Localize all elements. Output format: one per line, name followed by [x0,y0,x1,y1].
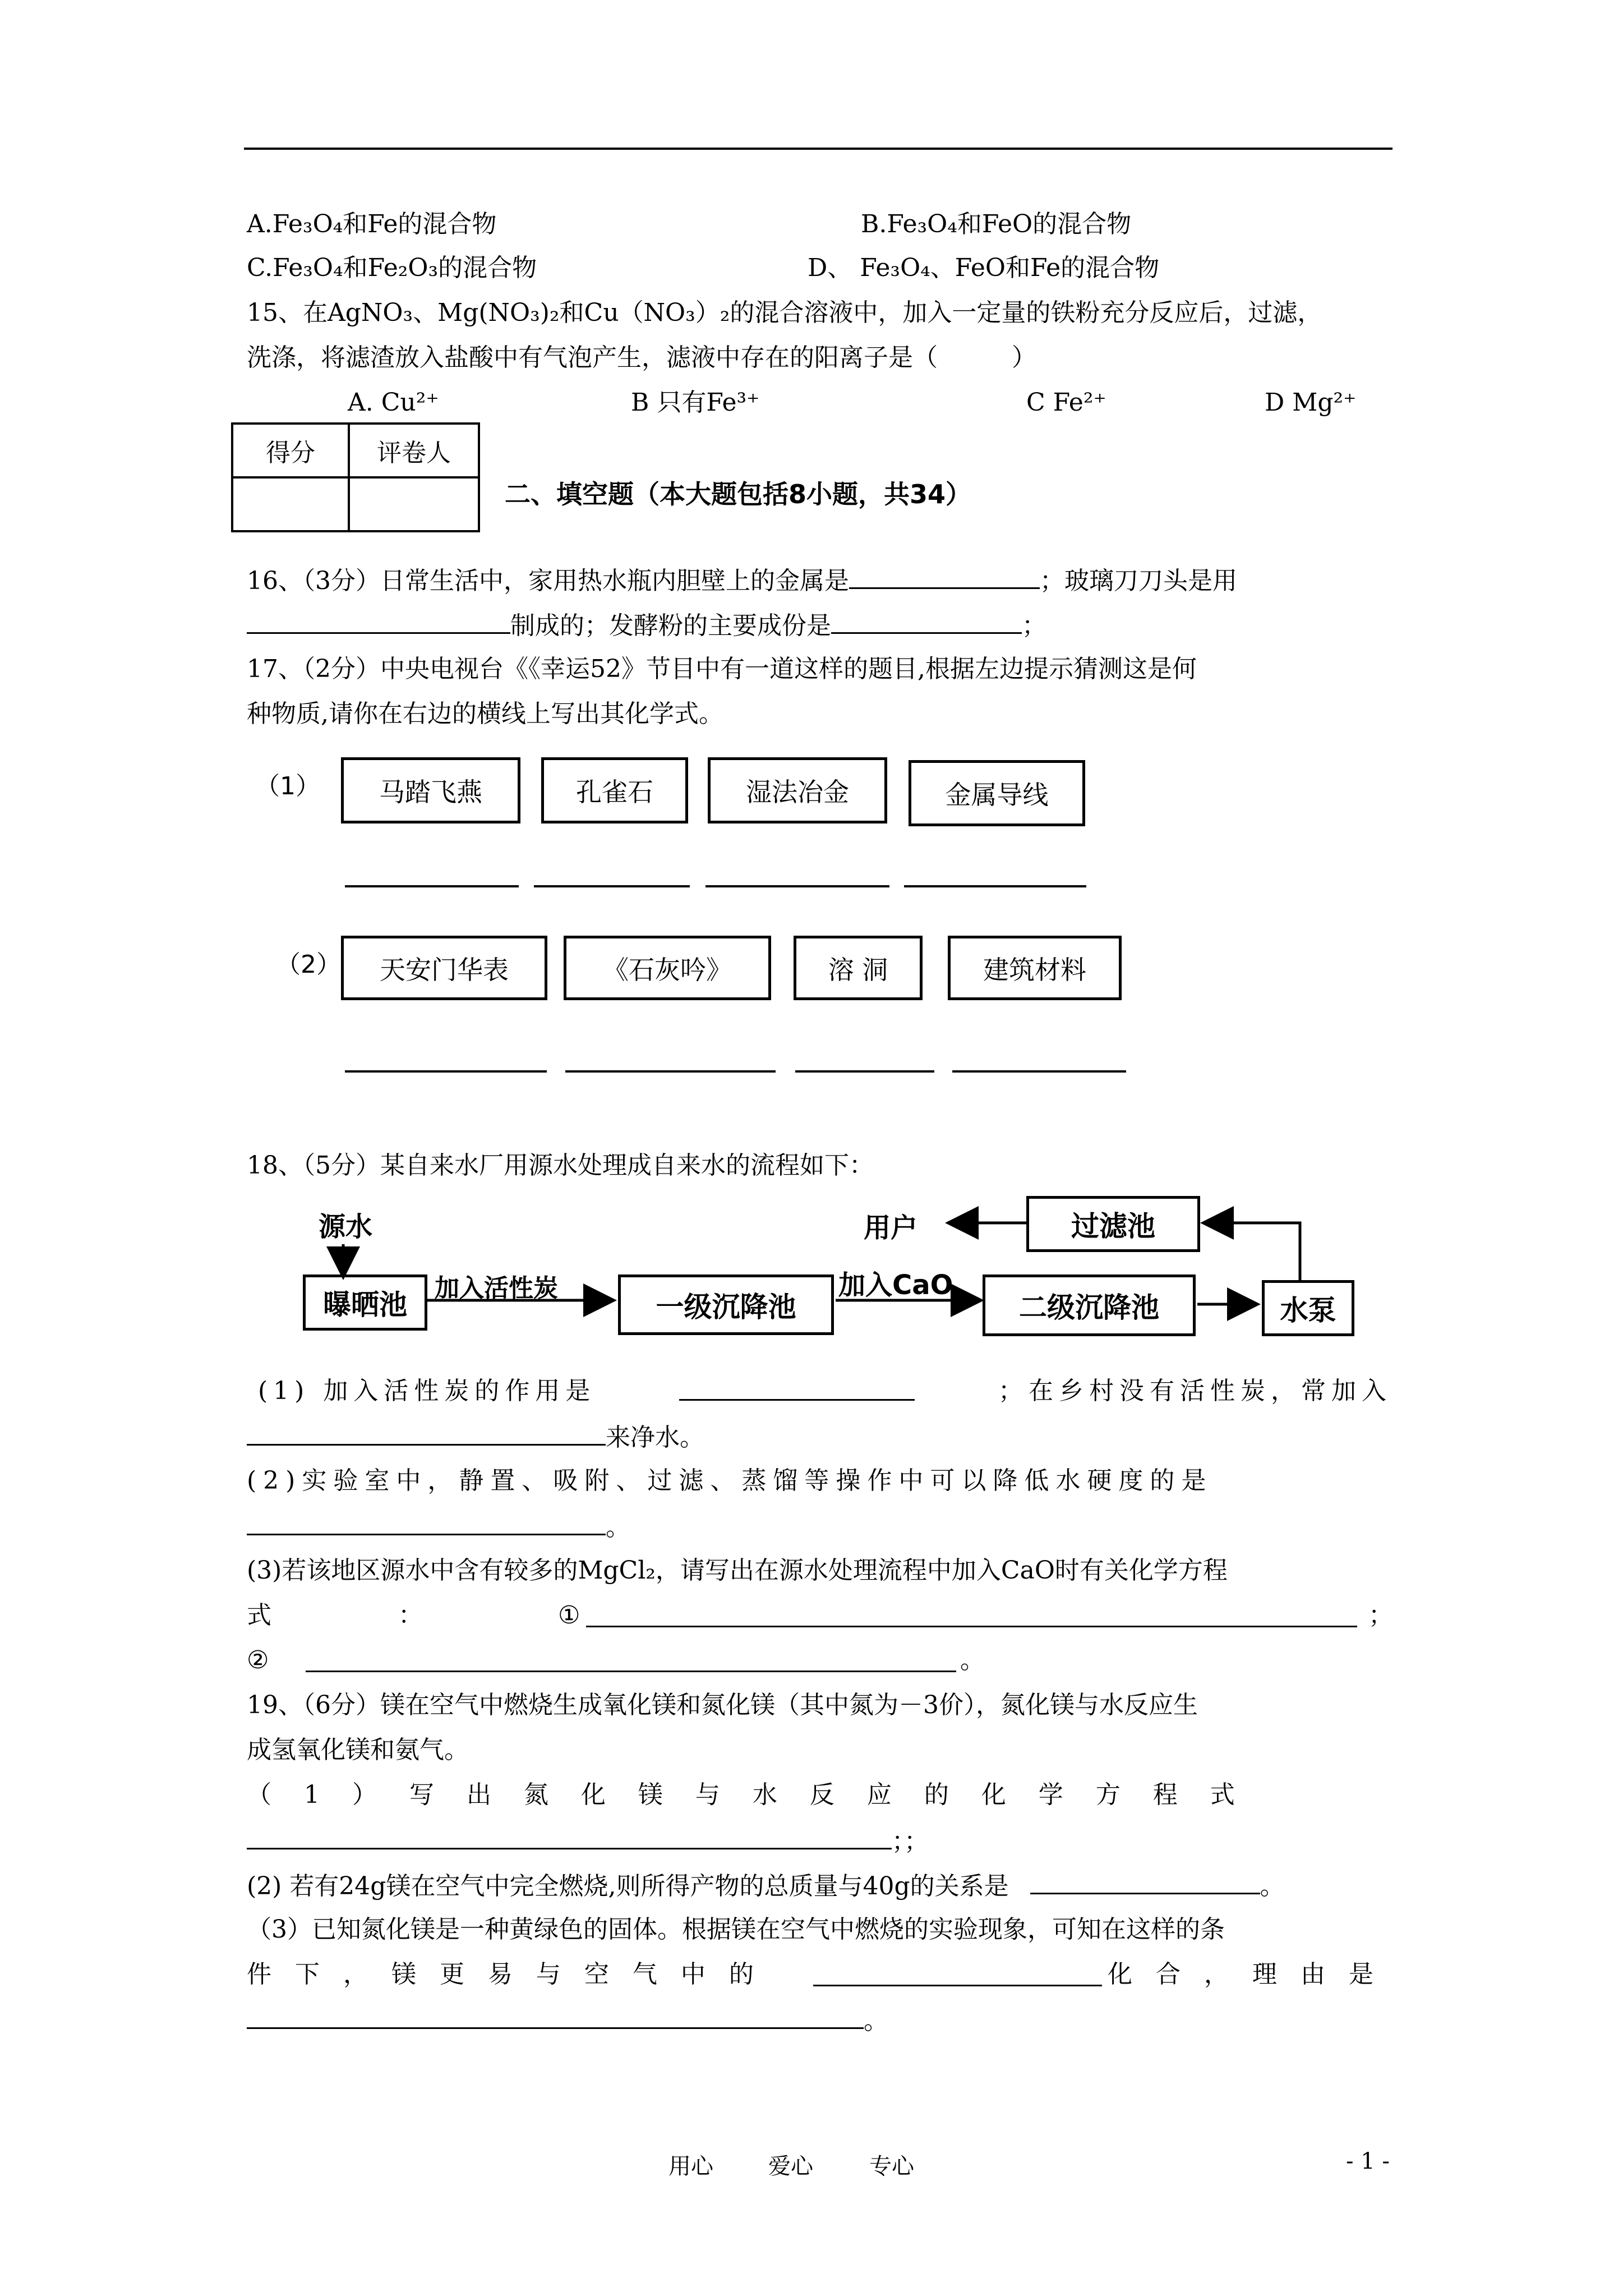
q17-hint-2-3: 溶 洞 [794,936,923,1000]
q19-stem-line2: 成氢氧化镁和氨气。 [247,1736,469,1764]
q18-p2-blank[interactable] [247,1509,606,1535]
flow-add1-label: 加入活性炭 [435,1274,558,1303]
footer-motto-1: 用心 [668,2154,713,2179]
flow-pump: 水泵 [1262,1280,1354,1336]
flow-pool1: 曝晒池 [303,1274,427,1331]
q18-p3-circle1: ① [558,1601,580,1630]
q14-option-a: A.Fe₃O₄和Fe的混合物 [247,210,497,238]
section-title: 二、填空题（本大题包括8小题，共34） [505,479,972,509]
q14-option-b: B.Fe₃O₄和FeO的混合物 [861,210,1132,238]
q17-hint-1-4: 金属导线 [909,760,1085,826]
q17-group1-label: （1） [255,772,320,800]
q15-stem-line1: 15、在AgNO₃、Mg(NO₃)₂和Cu（NO₃）₂的混合溶液中，加入一定量的铁粉充分反应后，过滤， [247,298,1322,327]
q16-text-d: ； [1022,611,1046,640]
q19-part1-line1: （ 1 ） 写 出 氮 化 镁 与 水 反 应 的 化 学 方 程 式 [247,1780,1247,1809]
q19-part1-line2 [247,1823,929,1858]
q19-p1-blank[interactable] [247,1823,892,1849]
q17-hint-1-2: 孔雀石 [541,757,688,823]
q17-hint-2-4: 建筑材料 [948,936,1122,1000]
q15-stem-line2: 洗涤，将滤渣放入盐酸中有气泡产生，滤液中存在的阳离子是（ ） [247,343,1036,372]
q18-p1-text-b: ；在乡村没有活性炭，常加入 [998,1377,1392,1405]
q17-hint-1-3: 湿法冶金 [708,757,887,823]
footer-motto-3: 专心 [869,2154,914,2179]
q19-p2-text: (2) 若有24g镁在空气中完全燃烧,则所得产物的总质量与40g的关系是 [247,1872,1009,1901]
q18-part1-line2 [247,1419,704,1455]
q19-p3-text-b: 化 合 ， 理 由 是 [1108,1960,1381,1989]
q19-part3-line2 [247,1958,1392,1991]
flow-pool3: 二级沉降池 [983,1274,1196,1336]
q16-text-c: 制成的；发酵粉的主要成份是 [510,611,831,640]
q19-p2-end: 。 [1260,1872,1285,1901]
q18-p3-blank-2[interactable] [306,1646,956,1672]
q18-p3-blank-1[interactable] [586,1601,1357,1627]
q14-option-d: D、 Fe₃O₄、FeO和Fe的混合物 [808,254,1160,282]
q18-p1-text-c: 来净水。 [606,1423,704,1452]
q17-stem-line1: 17、（2分）中央电视台《《幸运52》节目中有一道这样的题目,根据左边提示猜测这是何 [247,655,1197,683]
q15-option-a: A. Cu²⁺ [348,388,439,417]
q18-p2-end: 。 [606,1513,630,1542]
q19-part3-line1: （3）已知氮化镁是一种黄绿色的固体。根据镁在空气中燃烧的实验现象，可知在这样的条 [247,1915,1225,1944]
page-number: - 1 - [1346,2148,1390,2174]
q17-hint-1-1: 马踏飞燕 [341,757,520,823]
q17-hint-2-2: 《石灰吟》 [564,936,771,1000]
arrow-pump-to-filter [1206,1223,1300,1280]
q15-option-d: D Mg²⁺ [1265,388,1357,417]
q19-part2-line [247,1868,1285,1903]
q18-p3-circle2: ② [247,1646,269,1674]
q18-part2-line1: (2)实验室中，静置、吸附、过滤、蒸馏等操作中可以降低水硬度的是 [247,1466,1213,1495]
q18-part3-line3 [247,1644,985,1677]
q19-stem-line1: 19、（6分）镁在空气中燃烧生成氧化镁和氮化镁（其中氮为－3价），氮化镁与水反应生 [247,1691,1198,1719]
q14-option-c: C.Fe₃O₄和Fe₂O₃的混合物 [247,254,537,282]
q19-p1-end: ；； [892,1827,929,1856]
q18-p3-colon: ： [398,1601,423,1630]
q19-p3-end: 。 [864,2007,888,2035]
flow-user-label: 用户 [864,1212,918,1244]
q18-p3-end: 。 [960,1646,985,1674]
q16-text-a: 16、（3分）日常生活中，家用热水瓶内胆壁上的金属是 [247,567,849,595]
q19-p3-blank-1[interactable] [813,1960,1102,1986]
flow-add2-label: 加入CaO [838,1269,953,1301]
q18-intro: 18、（5分）某自来水厂用源水处理成自来水的流程如下： [247,1151,874,1180]
q18-p3-shi: 式 [247,1601,271,1630]
q19-part3-line3 [247,2003,888,2038]
q19-p3-text-a: 件 下 ， 镁 更 易 与 空 气 中 的 [247,1960,762,1989]
q18-part2-line2 [247,1509,630,1544]
flow-pool2: 一级沉降池 [618,1274,834,1335]
flow-filter: 过滤池 [1026,1196,1200,1252]
q18-p1-text-a: (1) 加入活性炭的作用是 [258,1377,596,1405]
q18-p1-blank-2[interactable] [247,1419,606,1446]
grader-header: 评卷人 [349,424,479,477]
flow-source-label: 源水 [319,1211,373,1243]
footer-motto-2: 爱心 [768,2154,813,2179]
q18-part3-line1: (3)若该地区源水中含有较多的MgCl₂，请写出在源水处理流程中加入CaO时有关化学方程 [247,1556,1228,1585]
q19-p2-blank[interactable] [1030,1868,1260,1894]
q17-stem-line2: 种物质,请你在右边的横线上写出其化学式。 [247,700,723,728]
q18-p1-blank-1[interactable] [679,1374,915,1401]
q17-group2-label: （2） [276,950,341,979]
q16-text-b: ；玻璃刀刀头是用 [1039,567,1237,595]
q18-part1-line1 [258,1374,1392,1408]
q15-option-c: C Fe²⁺ [1026,388,1106,417]
q15-option-b: B 只有Fe³⁺ [631,388,760,417]
q18-part3-line2 [247,1599,1392,1632]
score-header: 得分 [232,424,349,477]
q19-p3-blank-2[interactable] [247,2003,864,2029]
q17-hint-2-1: 天安门华表 [341,936,547,1000]
q18-p3-semicolon: ； [1368,1601,1393,1630]
